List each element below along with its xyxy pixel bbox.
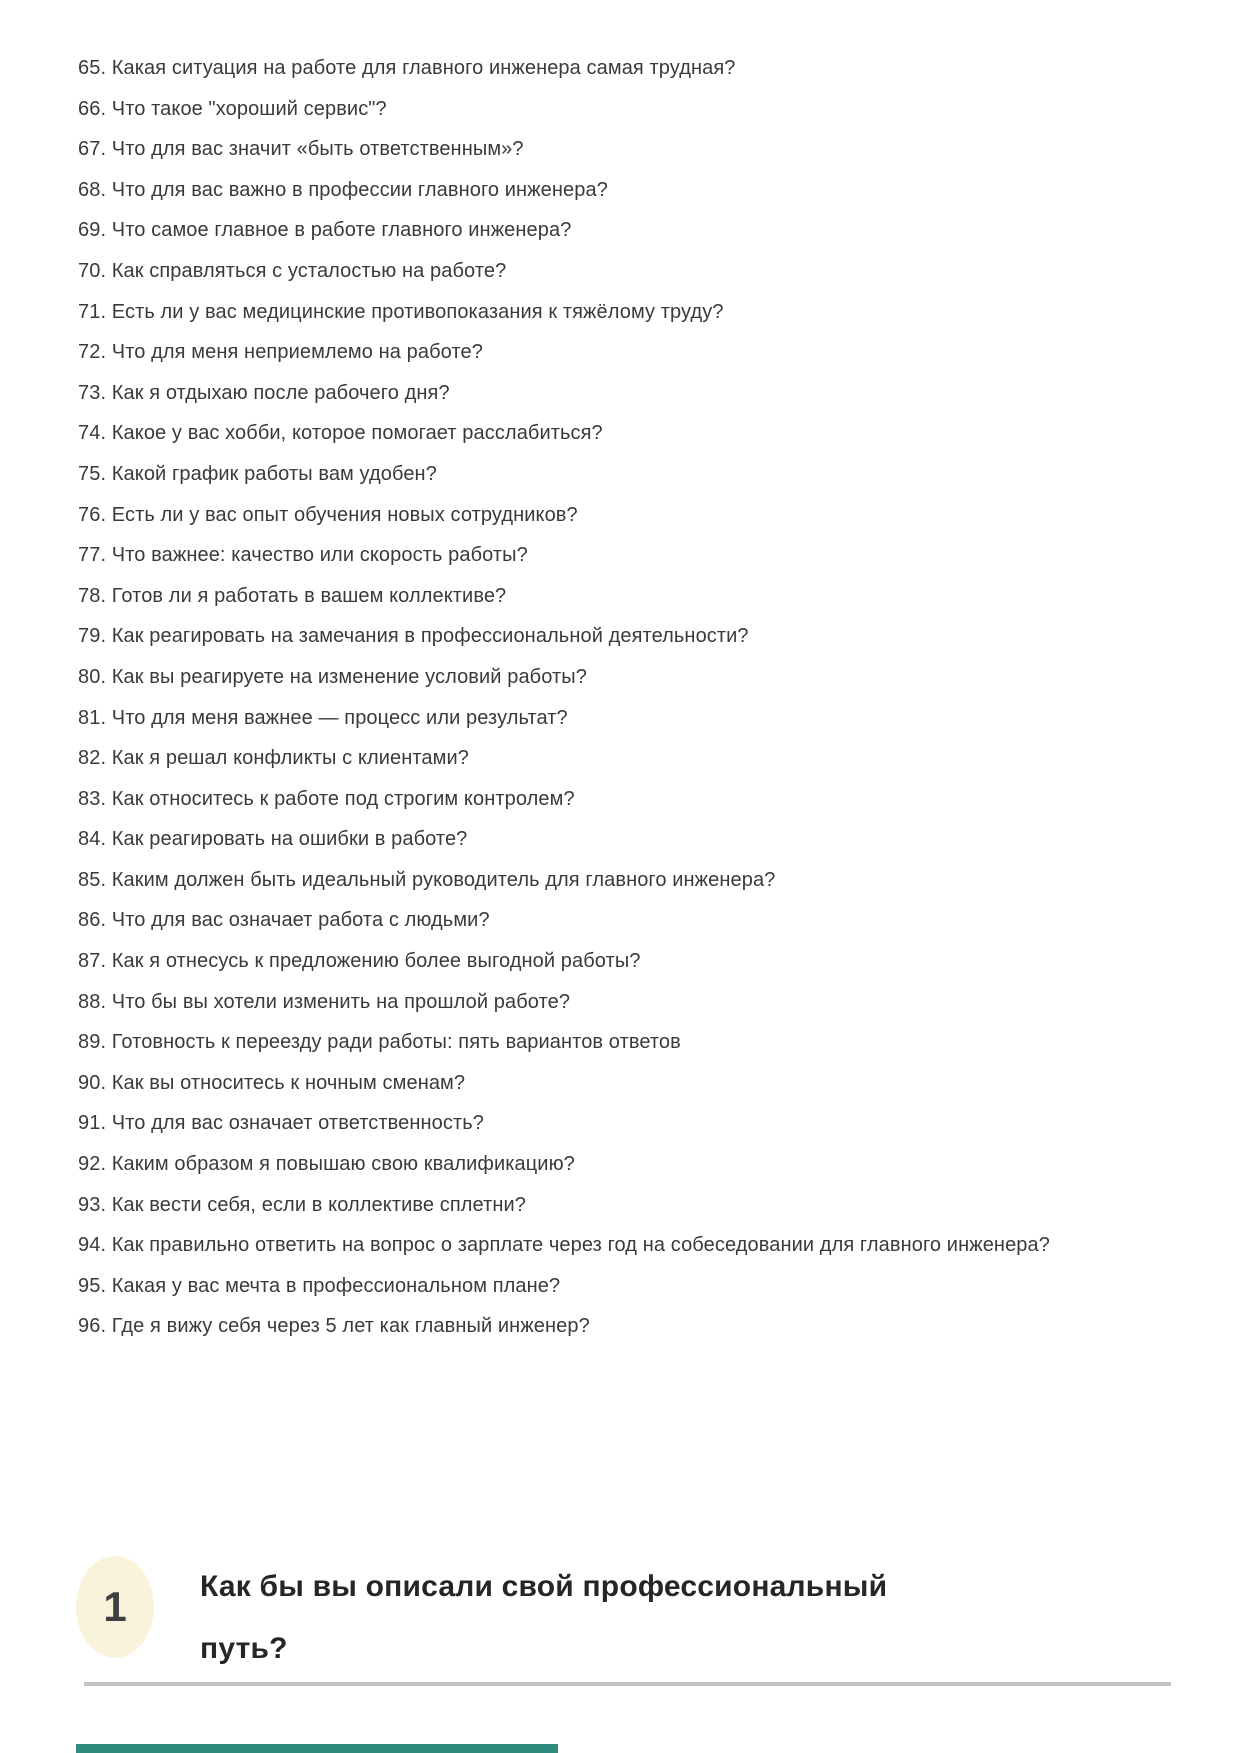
question-text: Каким должен быть идеальный руководитель для главного инженера?: [111, 868, 776, 891]
question-number: 69.: [78, 219, 107, 242]
question-text: Что самое главное в работе главного инженера?: [111, 219, 572, 242]
question-text: Как справляться с усталостью на работе?: [111, 259, 507, 282]
question-text: Как вы относитесь к ночным сменам?: [111, 1071, 466, 1094]
question-number: 66.: [78, 97, 107, 120]
question-item: [78, 982, 1088, 1023]
question-text: Что для вас означает работа с людьми?: [111, 909, 490, 932]
question-text: Где я вижу себя через 5 лет как главный инженер?: [111, 1315, 590, 1338]
question-number: 95.: [78, 1274, 107, 1297]
question-number: 86.: [78, 909, 107, 932]
question-item: [78, 657, 1088, 698]
question-text: Есть ли у вас медицинские противопоказания к тяжёлому труду?: [111, 300, 724, 323]
question-text: Что такое "хороший сервис"?: [111, 97, 387, 120]
question-text: Как реагировать на ошибки в работе?: [111, 828, 468, 851]
question-item: [78, 535, 1088, 576]
question-number: 85.: [78, 868, 107, 891]
question-item: [78, 576, 1088, 617]
question-number: 78.: [78, 584, 107, 607]
question-item: [78, 292, 1088, 333]
question-item: [78, 89, 1088, 130]
question-text: Какая у вас мечта в профессиональном плане?: [111, 1274, 561, 1297]
question-number: 81.: [78, 706, 107, 729]
question-text: Готов ли я работать в вашем коллективе?: [111, 584, 507, 607]
question-item: [78, 698, 1088, 739]
question-number: 73.: [78, 381, 107, 404]
question-number: 84.: [78, 828, 107, 851]
question-text: Какое у вас хобби, которое помогает расслабиться?: [111, 422, 603, 445]
question-number: 77.: [78, 544, 107, 567]
question-number: 76.: [78, 503, 107, 526]
question-item: [78, 251, 1088, 292]
question-number: 90.: [78, 1071, 107, 1094]
question-item: [78, 1306, 1088, 1347]
question-text: Что важнее: качество или скорость работы?: [111, 544, 528, 567]
question-number: 67.: [78, 138, 107, 161]
question-text: Что для меня неприемлемо на работе?: [111, 341, 483, 364]
question-item: [78, 210, 1088, 251]
question-text: Есть ли у вас опыт обучения новых сотрудников?: [111, 503, 578, 526]
question-text: Как я отдыхаю после рабочего дня?: [111, 381, 450, 404]
question-text: Как я решал конфликты с клиентами?: [111, 747, 469, 770]
question-item: [78, 1185, 1088, 1226]
question-item: [78, 48, 1088, 89]
question-item: [78, 860, 1088, 901]
section-divider: [84, 1682, 1171, 1686]
question-number: 91.: [78, 1112, 107, 1135]
question-item: [78, 900, 1088, 941]
question-number: 72.: [78, 341, 107, 364]
question-number: 70.: [78, 259, 107, 282]
question-item: [78, 170, 1088, 211]
question-item: [78, 495, 1088, 536]
question-text: Что для вас означает ответственность?: [111, 1112, 484, 1135]
question-item: [78, 941, 1088, 982]
question-item: [78, 1022, 1088, 1063]
question-item: [78, 1144, 1088, 1185]
question-text: Как правильно ответить на вопрос о зарплате через год на собеседовании для главного инженера?: [111, 1234, 1050, 1257]
question-text: Как вы реагируете на изменение условий работы?: [111, 665, 587, 688]
question-item: [78, 129, 1088, 170]
question-number: 82.: [78, 747, 107, 770]
question-number: 74.: [78, 422, 107, 445]
question-number: 94.: [78, 1234, 107, 1257]
section-number: 1: [103, 1583, 127, 1630]
question-text: Как я отнесусь к предложению более выгодной работы?: [111, 950, 641, 973]
question-item: [78, 819, 1088, 860]
question-number: 75.: [78, 462, 107, 485]
question-number: 92.: [78, 1153, 107, 1176]
question-item: [78, 332, 1088, 373]
question-text: Какой график работы вам удобен?: [111, 462, 437, 485]
question-number: 80.: [78, 665, 107, 688]
question-text: Как вести себя, если в коллективе сплетни?: [111, 1193, 527, 1216]
question-item: [78, 616, 1088, 657]
question-number: 88.: [78, 990, 107, 1013]
question-number: 65.: [78, 57, 107, 79]
question-item: [78, 373, 1088, 414]
question-text: Что бы вы хотели изменить на прошлой работе?: [111, 990, 571, 1013]
question-item: [78, 779, 1088, 820]
question-text: Что для меня важнее — процесс или результат?: [111, 706, 568, 729]
question-item: [78, 738, 1088, 779]
question-text: Как относитесь к работе под строгим контролем?: [111, 787, 575, 810]
question-number: 68.: [78, 178, 107, 201]
question-text: Каким образом я повышаю свою квалификацию?: [111, 1153, 575, 1176]
question-text: Как реагировать на замечания в профессиональной деятельности?: [111, 625, 749, 648]
question-item: [78, 1225, 1088, 1266]
question-item: [78, 454, 1088, 495]
section-header: [76, 1556, 900, 1680]
question-item: [78, 413, 1088, 454]
question-text: Что для вас важно в профессии главного инженера?: [111, 178, 608, 201]
question-text: Какая ситуация на работе для главного инженера самая трудная?: [111, 57, 736, 79]
question-number: 71.: [78, 300, 107, 323]
question-text: Готовность к переезду ради работы: пять вариантов ответов: [111, 1031, 681, 1054]
question-number: 89.: [78, 1031, 107, 1054]
question-number: 87.: [78, 950, 107, 973]
question-number: 93.: [78, 1193, 107, 1216]
section-number-badge: [76, 1556, 154, 1658]
bottom-teal-bar: [76, 1744, 558, 1753]
question-item: [78, 1103, 1088, 1144]
question-item: [78, 1063, 1088, 1104]
question-item: [78, 1266, 1088, 1307]
question-number: 79.: [78, 625, 107, 648]
section-title: Как бы вы описали свой профессиональный путь?: [200, 1570, 888, 1665]
question-number: 83.: [78, 787, 107, 810]
question-number: 96.: [78, 1315, 107, 1338]
question-text: Что для вас значит «быть ответственным»?: [111, 138, 524, 161]
